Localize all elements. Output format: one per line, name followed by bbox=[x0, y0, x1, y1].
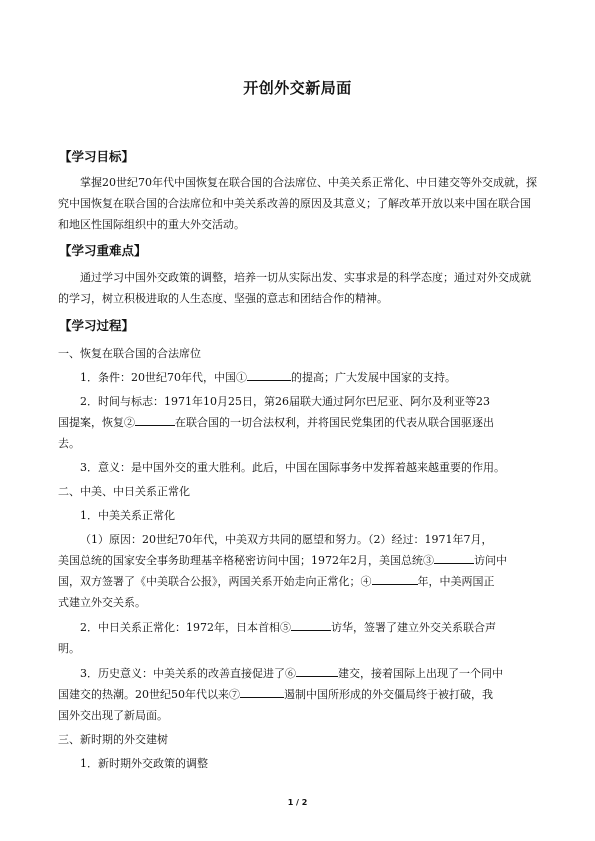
key-points-heading: 【学习重难点】 bbox=[59, 243, 147, 258]
item-3-1: 1．新时期外交政策的调整 bbox=[80, 757, 208, 770]
item-2-1-line-4: 式建立外交关系。 bbox=[58, 596, 146, 609]
item-2-1-line-2 bbox=[58, 550, 507, 571]
item-2-3-line-1 bbox=[80, 663, 503, 684]
key-points-text: 通过学习中国外交政策的调整，培养一切从实际出发、实事求是的科学态度；通过对外交成就的学习，树立积极进取的人生态度、坚强的意志和团结合作的精神。 bbox=[58, 271, 531, 305]
blank-1[interactable] bbox=[247, 368, 291, 381]
item-2-1-text-c: 国，双方签署了《中美联合公报》，两国关系开始走向正常化；④ bbox=[58, 575, 372, 588]
item-2-1-text-a: 美国总统的国家安全事务助理基辛格秘密访问中国；1972年2月，美国总统③ bbox=[58, 554, 434, 567]
item-2-1-text-d: 年，中美两国正 bbox=[417, 575, 495, 588]
item-1-3: 3．意义：是中国外交的重大胜利。此后，中国在国际事务中发挥着越来越重要的作用。 bbox=[80, 461, 505, 474]
item-1-2-text-b: 在联合国的一切合法权利，并将国民党集团的代表从联合国驱逐出 bbox=[175, 416, 494, 429]
section-2-title: 二、中美、中日关系正常化 bbox=[58, 485, 190, 498]
item-1-1-text-b: 的提高；广大发展中国家的支持。 bbox=[291, 371, 456, 384]
item-1-1-text-a: 1．条件：20世纪70年代，中国① bbox=[80, 371, 247, 384]
blank-6[interactable] bbox=[296, 664, 338, 677]
item-1-2-line-1: 2．时间与标志：1971年10月25日，第26届联大通过阿尔巴尼亚、阿尔及利亚等23 bbox=[80, 395, 490, 408]
item-2-3-text-c: 国建交的热潮。20世纪50年代以来⑦ bbox=[58, 688, 240, 701]
blank-4[interactable] bbox=[372, 572, 418, 585]
item-2-2-line-2: 明。 bbox=[58, 642, 80, 655]
item-2-2-line-1 bbox=[80, 617, 496, 638]
item-1-2-line-2 bbox=[58, 412, 494, 433]
section-1-title: 一、恢复在联合国的合法席位 bbox=[58, 347, 201, 360]
goals-text: 掌握20世纪70年代中国恢复在联合国的合法席位、中美关系正常化、中日建交等外交成就，探究中国恢复在联合国的合法席位和中美关系改善的原因及其意义；了解改革开放以来中国在联合国和地区性国际组织中的重大外交活动。 bbox=[58, 176, 537, 231]
item-1-2-text-a: 国提案，恢复② bbox=[58, 416, 135, 429]
item-2-1-title: 1．中美关系正常化 bbox=[80, 509, 175, 522]
page-title: 开创外交新局面 bbox=[243, 79, 352, 97]
process-heading: 【学习过程】 bbox=[59, 318, 135, 333]
blank-3[interactable] bbox=[434, 551, 474, 564]
blank-7[interactable] bbox=[240, 685, 284, 698]
item-2-3-text-d: 遏制中国所形成的外交僵局终于被打破，我 bbox=[284, 688, 493, 701]
item-2-3-text-a: 3．历史意义：中美关系的改善直接促进了⑥ bbox=[80, 667, 296, 680]
item-1-1 bbox=[80, 367, 456, 388]
page-number: 1 / 2 bbox=[287, 798, 308, 807]
item-2-3-text-b: 建交，接着国际上出现了一个同中 bbox=[338, 667, 503, 680]
item-2-3-line-2 bbox=[58, 684, 493, 705]
blank-5[interactable] bbox=[291, 618, 331, 631]
goals-heading: 【学习目标】 bbox=[59, 149, 135, 164]
section-3-title: 三、新时期的外交建树 bbox=[58, 733, 168, 746]
item-2-2-text-a: 2．中日关系正常化：1972年，日本首相⑤ bbox=[80, 621, 291, 634]
item-1-2-line-3: 去。 bbox=[58, 437, 80, 450]
item-2-1-line-3 bbox=[58, 571, 495, 592]
item-2-1-text-b: 访问中 bbox=[474, 554, 507, 567]
item-2-2-text-b: 访华，签署了建立外交关系联合声 bbox=[331, 621, 496, 634]
item-2-1-line-1: （1）原因：20世纪70年代，中美双方共同的愿望和努力。（2）经过：1971年7月， bbox=[80, 533, 493, 546]
item-2-3-line-3: 国外交出现了新局面。 bbox=[58, 709, 168, 722]
blank-2[interactable] bbox=[135, 413, 175, 426]
